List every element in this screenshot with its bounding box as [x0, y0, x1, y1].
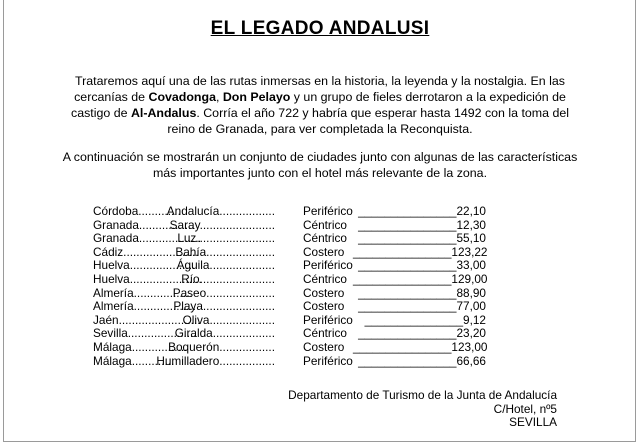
- row-type: Periférico: [303, 353, 353, 368]
- row-hotel: Giralda...................: [174, 326, 275, 341]
- row-price: _______________77,00: [358, 299, 486, 314]
- row-city: Granada.................: [93, 217, 195, 232]
- table-row: [93, 300, 493, 314]
- row-price: _______________123,22: [353, 244, 488, 259]
- row-city: Málaga.................: [93, 339, 188, 354]
- table-row: [93, 232, 493, 246]
- intro-text-1: Trataremos aquí una de las rutas inmersas en la historia, la leyenda y la nostalgia. En las cercanías de: [74, 74, 565, 104]
- row-price: _______________12,30: [358, 217, 486, 232]
- row-hotel: Oliva....................: [182, 312, 275, 327]
- row-price: _______________123,00: [353, 339, 488, 354]
- row-type: Céntrico: [303, 326, 347, 341]
- footer-address: C/Hotel, nº5: [493, 401, 557, 416]
- hotel-table: [93, 205, 493, 368]
- row-hotel: Playa......................: [173, 299, 275, 314]
- intro-paragraph: [60, 73, 580, 137]
- row-city: Huelva......................: [93, 271, 202, 286]
- row-type: Costero: [303, 285, 345, 300]
- row-hotel: Águila....................: [176, 258, 275, 273]
- row-city: Huelva....................: [93, 258, 196, 273]
- row-city: Málaga.............: [93, 353, 175, 368]
- table-row: [93, 287, 493, 301]
- footer: [288, 389, 557, 430]
- row-price: _______________88,90: [358, 285, 486, 300]
- row-price: _______________55,10: [358, 231, 486, 246]
- row-type: Costero: [303, 339, 345, 354]
- row-type: Costero: [303, 244, 345, 259]
- row-type: Periférico: [303, 204, 353, 218]
- row-price: _______________22,10: [358, 204, 486, 218]
- row-price: _______________23,20: [358, 326, 486, 341]
- row-city: Córdoba.............: [93, 204, 181, 218]
- footer-city: SEVILLA: [509, 415, 557, 430]
- table-row: [93, 259, 493, 273]
- row-city: Almería...................: [93, 299, 196, 314]
- table-row: [93, 314, 493, 328]
- table-row: [93, 355, 493, 369]
- table-row: [93, 273, 493, 287]
- intro-text-4: . Corría el año 722 y habría que esperar hasta 1492 con la toma del reino de Granada, para ver completada la Reconquista.: [167, 106, 569, 136]
- table-row: [93, 327, 493, 341]
- row-hotel: Paseo.....................: [172, 285, 275, 300]
- row-price: _______________66,66: [358, 353, 486, 368]
- row-hotel: Río.......................: [181, 271, 275, 286]
- row-city: Sevilla.....................: [93, 326, 197, 341]
- row-hotel: Boquerón.................: [168, 339, 275, 354]
- footer-department: Departamento de Turismo de la Junta de Andalucía: [288, 388, 557, 402]
- row-city: Almería..................: [93, 285, 193, 300]
- row-hotel: Andalucía.................: [166, 204, 275, 218]
- row-price: _______________33,00: [358, 258, 486, 273]
- intro-text-3: y un grupo de fieles derrotaron a la expedición de castigo de: [71, 90, 566, 120]
- intro-bold-al-andalus: Al-Andalus: [130, 106, 197, 120]
- description-paragraph: A continuación se mostrarán un conjunto de ciudades junto con algunas de las características más importantes junto con el hotel más relevante de la zona.: [62, 150, 578, 180]
- row-city: Cádiz.......................: [93, 244, 199, 259]
- intro-bold-covadonga: Covadonga: [148, 90, 216, 104]
- row-type: Periférico: [303, 258, 353, 273]
- row-type: Periférico: [303, 312, 353, 327]
- table-row: [93, 246, 493, 260]
- table-row: [93, 205, 493, 219]
- row-hotel: Humilladero.................: [156, 353, 275, 368]
- row-type: Céntrico: [303, 271, 347, 286]
- document-title: EL LEGADO ANDALUSI: [210, 18, 430, 39]
- row-hotel: Bahía.....................: [175, 244, 275, 259]
- row-price: _______________129,00: [353, 271, 488, 286]
- row-price: _______________9,12: [364, 312, 486, 327]
- row-hotel: Saray.......................: [169, 217, 275, 232]
- table-row: [93, 219, 493, 233]
- row-type: Costero: [303, 299, 345, 314]
- intro-bold-don-pelayo: Don Pelayo: [222, 90, 291, 104]
- row-hotel: Luz........................: [177, 231, 275, 246]
- table-row: [93, 341, 493, 355]
- intro-text-2: ,: [215, 90, 223, 104]
- row-type: Céntrico: [303, 231, 347, 246]
- row-type: Céntrico: [303, 217, 347, 232]
- row-city: Granada...................: [93, 231, 202, 246]
- row-city: Jaén.........................: [93, 312, 201, 327]
